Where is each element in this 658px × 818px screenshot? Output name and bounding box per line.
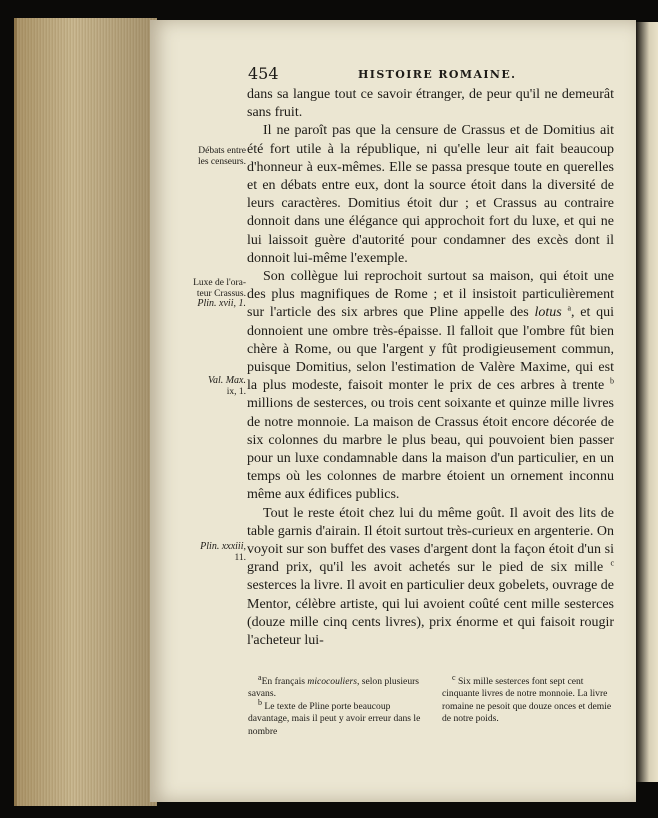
paragraph — [247, 505, 614, 651]
book-page — [150, 20, 636, 802]
margin-note-line: Débats entre — [198, 146, 246, 156]
paragraph-text: Tout le reste étoit chez lui du même goût. Il avoit des lits de table garnis d'airain. Il étoit surtout très-curieux en argenterie. On voyoit sur son buffet des vases d'argent dont la façon étoit d'un si grand prix, qu'il les avoit achetés sur le pied de six mille — [247, 505, 614, 576]
paragraph-text: millions de sesterces, ou trois cent soixante et quinze mille livres de notre monnoie. La maison de Crassus étoit encore décorée de six colonnes du marbre le plus beau, qui pouvoient bien passer pour un luxe condamnable dans la maison d'un particulier, en un temps où les colonnes de marbre étoient un ornement inconnu même aux édifices publics. — [247, 396, 614, 503]
margin-note-line: les censeurs. — [197, 156, 246, 167]
footnote-mark[interactable]: c — [610, 558, 615, 568]
margin-note-valere — [184, 376, 246, 397]
main-text — [247, 86, 614, 650]
running-head — [150, 64, 636, 84]
footnote-mark[interactable]: b — [610, 376, 614, 386]
paragraph-italic: lotus — [534, 305, 562, 321]
paragraph-text: , et qui donnoient une ombre très-épaisse. Il falloit que l'ombre fût bien chère à Rome, ou que l'argent y fût prodigieusement commun, puisque Domitius, selon l'estimation de Valère Maxime, qui est la plus modeste, faisoit monter le prix de ces arbres à trente — [247, 305, 615, 394]
footnote-mark: b — [258, 697, 262, 707]
page-number: 454 — [248, 64, 279, 83]
footnote-a — [248, 672, 426, 701]
paragraph: Il ne paroît pas que la censure de Crassus et de Domitius ait été fort utile à la république, ni qu'elle leur ait fait beaucoup d'honneur à eux-mêmes. Elle se passa presque toute en querelles et en débats entre eux, dont la source étoit dans la diversité de leurs caractères. Domitius étoit dur ; et Crassus au contraire donnoit dans une élégance qui approchoit fort du luxe, et qui ne lui laissoit guère d'autorité pour condamner des excès dont il donnoit lui-même l'exemple. — [247, 123, 614, 266]
margin-note-luxe — [184, 278, 246, 310]
footnote-mark[interactable]: a — [567, 303, 572, 313]
margin-note-line: Luxe de l'ora- — [193, 278, 246, 288]
margin-note-reference: Plin. xxxiii, — [200, 541, 246, 552]
footnote-text: Six mille sesterces font sept cent cinquante livres de notre monnoie. La livre romaine ne pesoit que douze onces et demie de notre poids. — [442, 676, 612, 725]
margin-note-reference: Plin. xvii, 1. — [197, 298, 246, 309]
footnote-text: En français — [261, 676, 305, 687]
paragraph-text: Son collègue lui reprochoit surtout sa maison, qui étoit une des plus magnifiques de Rome ; et il insistoit particulièrement sur l'article des six arbres que Pline appelle des — [247, 269, 614, 321]
footnote-column-left — [248, 672, 426, 738]
facing-page-edge — [636, 22, 658, 782]
footnote-c — [442, 672, 620, 726]
paragraph: dans sa langue tout ce savoir étranger, de peur qu'il ne demeurât sans fruit. — [247, 87, 614, 121]
margin-note-reference-detail: 11. — [234, 552, 246, 563]
footnote-b — [248, 697, 426, 738]
margin-note-pline — [184, 542, 246, 563]
book-fore-edge — [14, 18, 157, 806]
running-title: HISTOIRE ROMAINE. — [358, 68, 517, 81]
margin-note-reference-detail: ix, 1. — [226, 386, 246, 397]
footnote-column-right — [442, 672, 620, 726]
footnote-mark: a — [258, 672, 262, 682]
paragraph-text: sesterces la livre. Il avoit en particulier deux gobelets, ouvrage de Mentor, célèbre artiste, qui lui avoient coûté cent mille sesterces (douze mille cinq cents livres), prix énorme et qui faisoit rougir l'acheteur lui- — [247, 578, 614, 649]
margin-note-debats — [184, 146, 246, 167]
footnote-text: Le texte de Pline porte beaucoup davantage, mais il peut y avoir erreur dans le nombre — [248, 700, 421, 737]
margin-note-line: teur Crassus. — [196, 288, 246, 299]
footnote-mark: c — [452, 672, 456, 682]
margin-note-reference: Val. Max. — [207, 375, 246, 386]
footnote-text: , selon plusieurs savans. — [248, 676, 420, 700]
footnote-italic: micocouliers — [307, 676, 357, 687]
paragraph — [247, 268, 614, 505]
